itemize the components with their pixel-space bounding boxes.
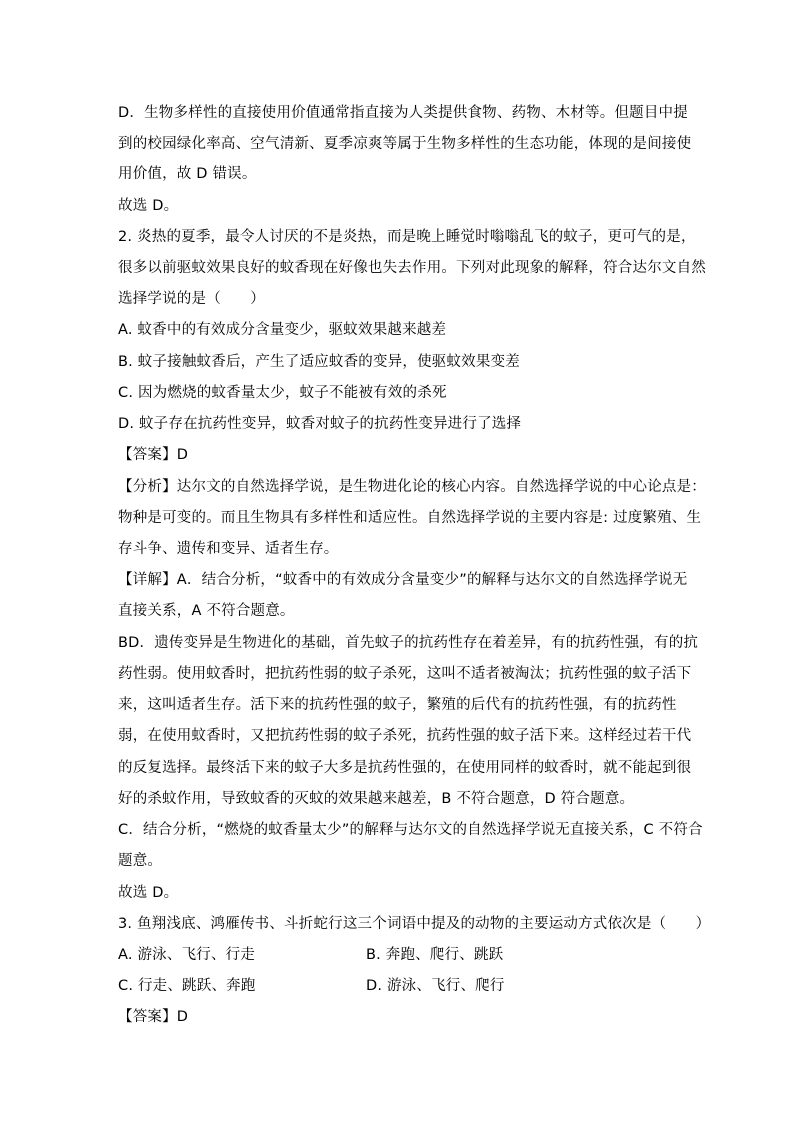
text-line: 药性弱。使用蚊香时，把抗药性弱的蚊子杀死，这叫不适者被淘汰；抗药性强的蚊子活下	[118, 666, 692, 682]
text-line: 的反复选择。最终活下来的蚊子大多是抗药性强的，在使用同样的蚊香时，就不能起到很	[118, 760, 692, 776]
option-d: D. 蚊子存在抗药性变异，蚊香对蚊子的抗药性变异进行了选择	[118, 416, 522, 432]
text-line: 到的校园绿化率高、空气清新、夏季凉爽等属于生物多样性的生态功能，体现的是间接使	[118, 136, 692, 152]
q3-option-b: B. 奔跑、爬行、跳跃	[366, 947, 504, 963]
question-2-stem: 2. 炎热的夏季，最令人讨厌的不是炎热，而是晚上睡觉时嗡嗡乱飞的蚊子，更可气的是，	[118, 229, 696, 245]
text-line: 好的杀蚊作用，导致蚊香的灭蚊的效果越来越差，B 不符合题意，D 符合题意。	[118, 791, 635, 807]
q3-option-c: C. 行走、跳跃、奔跑	[118, 978, 256, 994]
q3-answer-label: 【答案】D	[118, 1009, 189, 1025]
option-a: A. 蚊香中的有效成分含量变少，驱蚊效果越来越差	[118, 322, 447, 338]
text-line: 选择学说的是（ ）	[118, 291, 265, 307]
option-c: C. 因为燃烧的蚊香量太少，蚊子不能被有效的杀死	[118, 385, 447, 401]
answer-label: 【答案】D	[118, 447, 189, 463]
text-line: 直接关系，A 不符合题意。	[118, 603, 295, 619]
text-line: 题意。	[118, 853, 163, 869]
q3-option-d: D. 游泳、飞行、爬行	[366, 978, 505, 994]
text-line: 故选 D。	[118, 885, 179, 901]
text-line: C．结合分析，“燃烧的蚊香量太少”的解释与达尔文的自然选择学说无直接关系，C 不符合	[118, 822, 703, 838]
analysis-line: 【分析】达尔文的自然选择学说，是生物进化论的核心内容。自然选择学说的中心论点是：	[118, 479, 706, 495]
detail-line: 【详解】A．结合分析，“蚊香中的有效成分含量变少”的解释与达尔文的自然选择学说无	[118, 572, 688, 588]
text-line: 弱，在使用蚊香时，又把抗药性弱的蚊子杀死，抗药性强的蚊子活下来。这样经过若干代	[118, 728, 692, 744]
text-line: BD．遗传变异是生物进化的基础，首先蚊子的抗药性存在着差异，有的抗药性强，有的抗	[118, 635, 699, 651]
option-b: B. 蚊子接触蚊香后，产生了适应蚊香的变异，使驱蚊效果变差	[118, 354, 520, 370]
question-3-stem: 3. 鱼翔浅底、鸿雁传书、斗折蛇行这三个词语中提及的动物的主要运动方式依次是（ ）	[118, 916, 711, 932]
text-line: 用价值，故 D 错误。	[118, 166, 257, 182]
text-line: 来，这叫适者生存。活下来的抗药性强的蚊子，繁殖的后代有的抗药性强，有的抗药性	[118, 697, 677, 713]
text-line: 物种是可变的。而且生物具有多样性和适应性。自然选择学说的主要内容是: 过度繁殖、生	[118, 510, 702, 526]
text-line: 很多以前驱蚊效果良好的蚊香现在好像也失去作用。下列对此现象的解释，符合达尔文自然	[118, 260, 706, 276]
text-line: 故选 D。	[118, 198, 179, 214]
text-line: 存斗争、遗传和变异、适者生存。	[118, 541, 339, 557]
text-line: D．生物多样性的直接使用价值通常指直接为人类提供食物、药物、木材等。但题目中提	[118, 105, 688, 121]
q3-option-a: A. 游泳、飞行、行走	[118, 947, 256, 963]
